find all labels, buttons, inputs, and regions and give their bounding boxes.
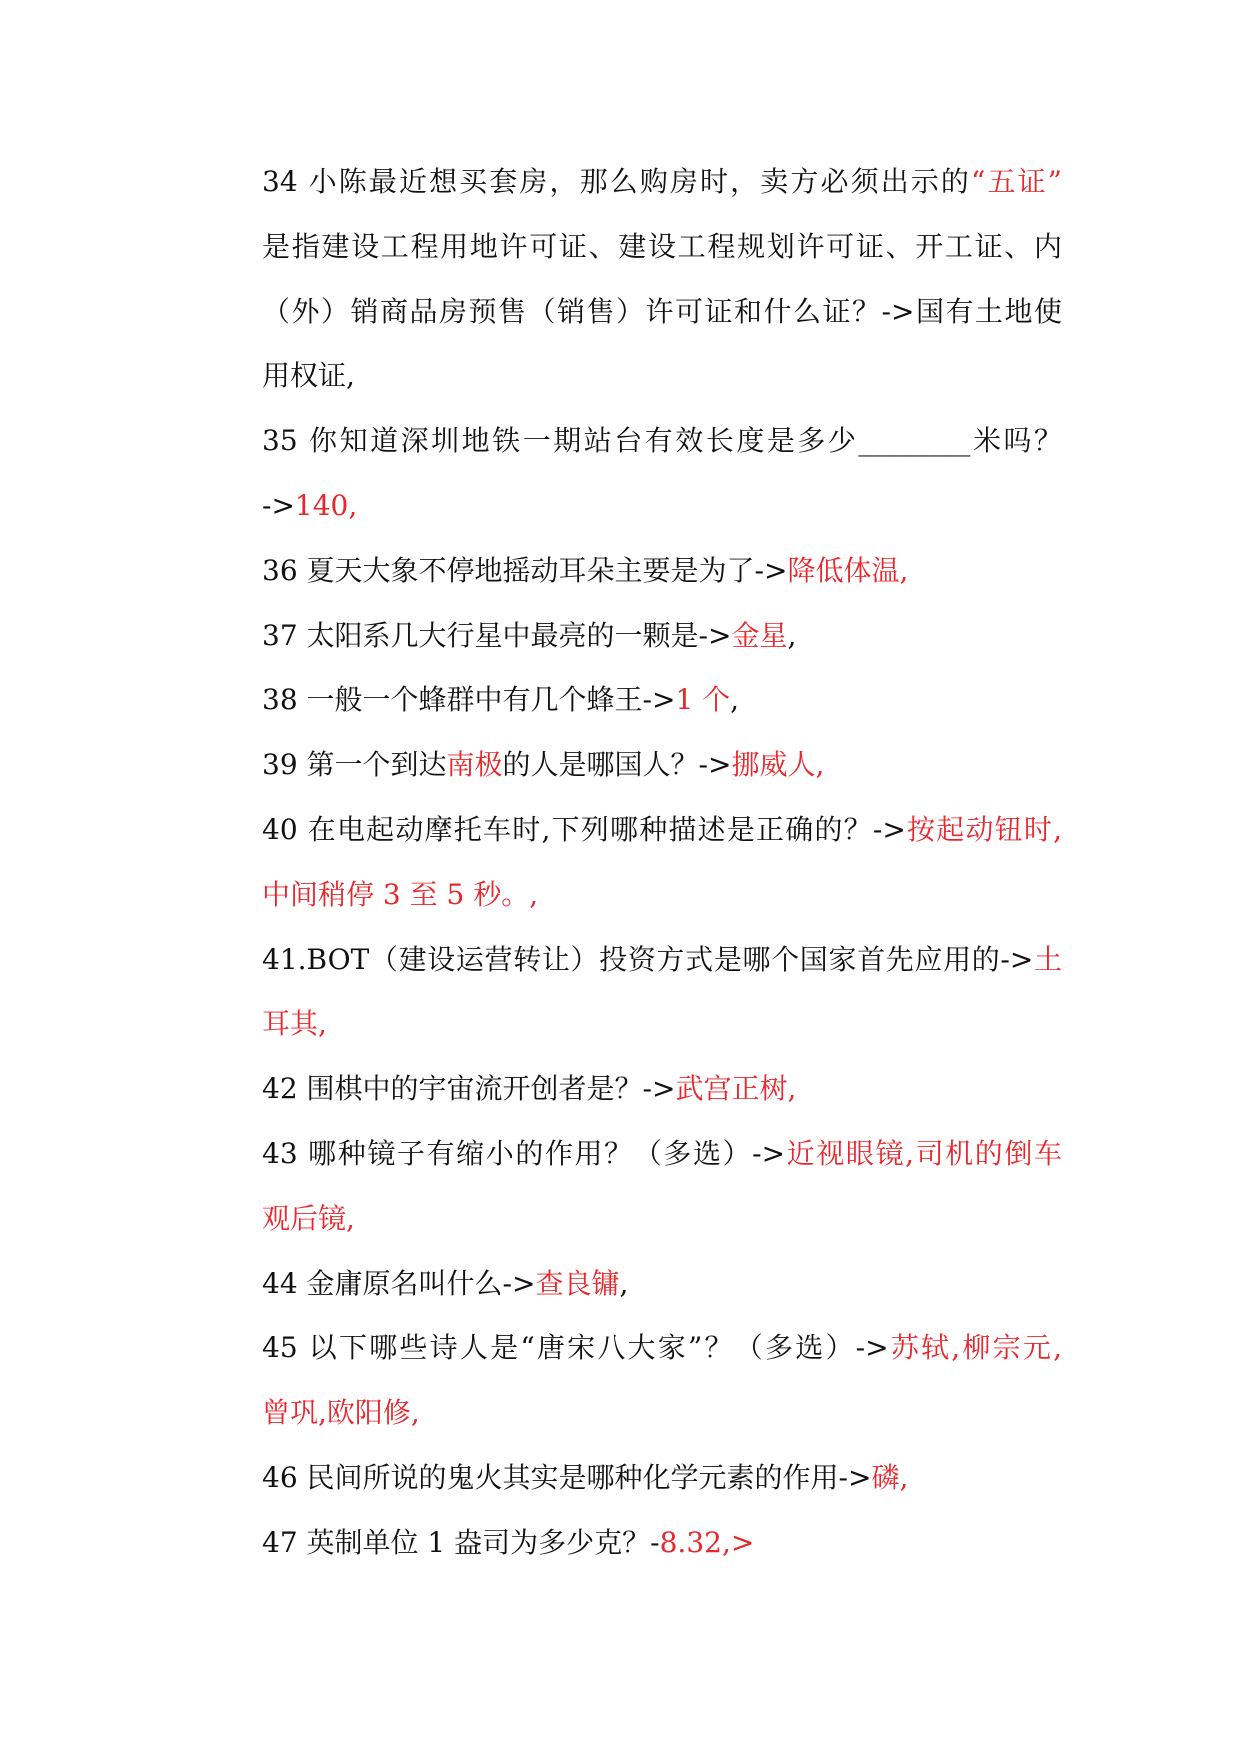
text-line — [262, 215, 1062, 280]
question-text: 41.BOT（建设运营转让）投资方式是哪个国家首先应用的-> — [262, 942, 1034, 976]
text-line — [262, 1252, 1062, 1317]
text-line — [262, 992, 1062, 1057]
answer-text: 查良镛 — [535, 1266, 620, 1300]
answer-text: 近视眼镜,司机的倒车 — [785, 1136, 1062, 1170]
text-line — [262, 474, 1062, 539]
answer-text: 8.32,> — [659, 1525, 755, 1559]
answer-text: 中间稍停 3 至 5 秒。, — [262, 877, 539, 911]
text-line — [262, 344, 1062, 409]
text-line — [262, 539, 1062, 604]
text-line — [262, 798, 1062, 863]
text-line — [262, 863, 1062, 928]
text-line — [262, 733, 1062, 798]
text-line — [262, 280, 1062, 345]
answer-text: 降低体温, — [787, 553, 909, 587]
question-text: 47 英制单位 1 盎司为多少克？- — [262, 1525, 660, 1559]
answer-text: 曾巩,欧阳修, — [262, 1396, 420, 1430]
text-line — [262, 150, 1062, 215]
text-line — [262, 1446, 1062, 1511]
question-text: 44 金庸原名叫什么-> — [262, 1266, 536, 1300]
question-text: 40 在电起动摩托车时,下列哪种描述是正确的？-> — [262, 812, 906, 846]
question-text: 38 一般一个蜂群中有几个蜂王-> — [262, 683, 676, 717]
question-text: 46 民间所说的鬼火其实是哪种化学元素的作用-> — [262, 1460, 872, 1494]
question-text: 36 夏天大象不停地摇动耳朵主要是为了-> — [262, 553, 788, 587]
answer-text: 南极 — [446, 748, 503, 782]
answer-text: 按起动钮时, — [905, 812, 1062, 846]
question-text: , — [619, 1266, 629, 1300]
text-line — [262, 928, 1062, 993]
question-text: 是指建设工程用地许可证、建设工程规划许可证、开工证、内 — [262, 229, 1062, 263]
question-text: 45 以下哪些诗人是“唐宋八大家”？（多选）-> — [262, 1331, 889, 1365]
question-text: , — [787, 618, 797, 652]
text-line — [262, 1316, 1062, 1381]
quiz-text-body — [262, 150, 1062, 1576]
question-text: , — [730, 683, 740, 717]
answer-text: 挪威人, — [731, 748, 825, 782]
text-line — [262, 604, 1062, 669]
text-line — [262, 1511, 1062, 1576]
question-text: （外）销商品房预售（销售）许可证和什么证？->国有土地使 — [262, 294, 1062, 328]
answer-text: 观后镜, — [262, 1201, 355, 1235]
answer-text: 1 个 — [675, 683, 731, 717]
answer-text: 金星 — [731, 618, 788, 652]
answer-text: 苏轼,柳宗元, — [888, 1331, 1062, 1365]
question-text: 37 太阳系几大行星中最亮的一颗是-> — [262, 618, 732, 652]
answer-text: 140, — [294, 488, 358, 522]
question-text: 43 哪种镜子有缩小的作用？（多选）-> — [262, 1136, 786, 1170]
answer-text: 武宫正树, — [675, 1072, 797, 1106]
text-line — [262, 1187, 1062, 1252]
question-text: 的人是哪国人？-> — [502, 748, 732, 782]
question-text: 用权证, — [262, 359, 355, 393]
answer-text: 土 — [1033, 942, 1062, 976]
question-text: 34 小陈最近想买套房，那么购房时，卖方必须出示的 — [262, 165, 972, 198]
text-line — [262, 409, 1062, 474]
text-line — [262, 1057, 1062, 1122]
question-text: -> — [262, 488, 295, 522]
answer-text: “五证” — [971, 165, 1062, 198]
question-text: 35 你知道深圳地铁一期站台有效长度是多少________米吗？ — [262, 424, 1062, 458]
text-line — [262, 668, 1062, 733]
text-line — [262, 1381, 1062, 1446]
answer-text: 耳其, — [262, 1007, 327, 1041]
answer-text: 磷, — [871, 1460, 909, 1494]
text-line — [262, 1122, 1062, 1187]
question-text: 42 围棋中的宇宙流开创者是？-> — [262, 1072, 676, 1106]
question-text: 39 第一个到达 — [262, 748, 447, 782]
